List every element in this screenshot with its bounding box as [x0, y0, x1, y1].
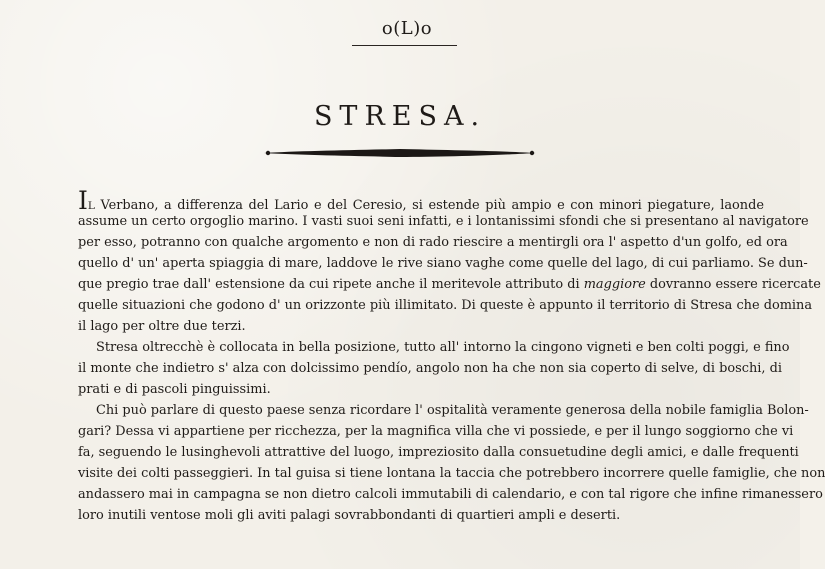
paragraph-3 [78, 400, 825, 526]
text-line: andassero mai in campagna se non dietro calcoli immutabili di calendario, e con tal rigore che infine rimanessero [78, 487, 823, 502]
text-line: per esso, potranno con qualche argomento e non di rado riescire a mentirgli ora l' aspetto d'un golfo, ed ora [78, 235, 788, 250]
drop-cap: I [78, 186, 88, 215]
page-title: STRESA. [313, 101, 487, 132]
text-line: quelle situazioni che godono d' un orizzonte più illimitato. Di queste è appunto il territorio di Stresa che domina [78, 298, 813, 313]
text-line: gari? Dessa vi appartiene per ricchezza, per la magnifica villa che vi possiede, e per il lungo soggiorno che vi [78, 424, 794, 439]
italic-term: maggiore [583, 277, 646, 292]
text-line [78, 186, 764, 215]
text-line: il lago per oltre due terzi. [78, 319, 246, 334]
text-line: loro inutili ventose moli gli aviti palagi sovrabbondanti di quartieri ampli e deserti. [78, 508, 621, 523]
text-line-content: que pregio trae dall' estensione da cui ripete anche il meritevole attributo di maggiore dovranno essere ricercate [78, 277, 821, 292]
text-line-content: Verbano, a differenza del Lario e del Ceresio, si estende più ampio e con minori piegature, laonde [100, 198, 764, 213]
text-line: visite dei colti passeggieri. In tal guisa si tiene lontana la taccia che potrebbero incorrere quelle famiglie, che non [78, 466, 825, 481]
text-line: quello d' un' aperta spiaggia di mare, laddove le rive siano vaghe come quelle del lago, di cui parliamo. Se dun- [78, 256, 808, 271]
drop-cap-continuation: L [87, 200, 95, 212]
title-ornament-rule [262, 146, 538, 160]
page-marker: o(L)o [381, 18, 433, 39]
text-line: Chi può parlare di questo paese senza ricordare l' ospitalità veramente generosa della nobile famiglia Bolon- [96, 403, 809, 418]
text-line: assume un certo orgoglio marino. I vasti suoi seni infatti, e i lontanissimi sfondi che si presentano al navigatore [78, 214, 809, 229]
body-text [78, 186, 825, 526]
text-line: il monte che indietro s' alza con dolcissimo pendío, angolo non ha che non sia coperto di selve, di boschi, di [78, 361, 782, 376]
text-line: prati e di pascoli pinguissimi. [78, 382, 271, 397]
paragraph-2 [78, 337, 790, 400]
page-marker-underline [352, 45, 457, 46]
text-line: fa, seguendo le lusinghevoli attrattive del luogo, impreziosito dalla consuetudine degli amici, e dalle frequenti [78, 445, 799, 460]
text-line [78, 274, 821, 295]
paragraph-1 [78, 186, 821, 337]
text-line: Stresa oltrecchè è collocata in bella posizione, tutto all' intorno la cingono vigneti e ben colti poggi, e fino [96, 340, 790, 355]
